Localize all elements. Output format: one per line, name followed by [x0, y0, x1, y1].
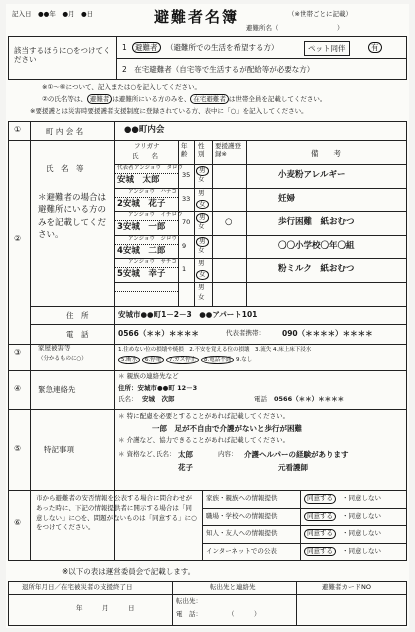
section-6-text: 市から避難者の安否情報を公表する場合に問合わせがあった時に、下記の情報提供者に開示する場合は「同意しない」に○を、問題がないものは「同意する」に○をつけてください。	[36, 494, 197, 532]
footer-col-3: 避難者カードNO	[322, 583, 371, 591]
consent-agree[interactable]: 同意する	[304, 512, 336, 522]
member-name: 2安城 花子	[117, 198, 166, 209]
section-3-label: 家屋被害等	[38, 344, 71, 352]
emergency-name: 安城 次郎	[142, 395, 175, 403]
member-sex-female[interactable]: 女	[196, 200, 209, 210]
member-sex-female[interactable]: 女	[196, 270, 209, 280]
mobile-label: 代表者携帯：	[226, 329, 265, 337]
option-2-text[interactable]: 2 在宅避難者（自宅等で生活するが配給等が必要な方）	[122, 65, 315, 74]
section-3-sublabel: （分かるものに○）	[38, 356, 87, 362]
section-5-hint-1: ＊ 特に配慮を必要とすることがあれば記載してください。	[118, 412, 290, 420]
qual-content-label: 内容：	[218, 450, 238, 458]
footer-col-1: 退所年月日／在宅被災者の支援終了日	[22, 583, 133, 591]
section-5-hint-2: ＊ 介護など、協力できることがあれば記載してください。	[118, 436, 290, 444]
section-6-num: ⑥	[14, 518, 22, 527]
evacuee-roster-sheet	[6, 4, 409, 628]
option-1-text: （避難所での生活を希望する方）	[166, 43, 279, 52]
member-furigana: アンジョウ ハナコ	[128, 188, 177, 195]
consent-disagree[interactable]: ・同意しない	[342, 494, 381, 502]
qualification-label: ＊ 資格など、	[118, 450, 160, 458]
consent-label: 家族・親族への情報提供	[206, 494, 278, 502]
community-name: ●●町内会	[124, 125, 165, 135]
shelter-name-field[interactable]: 避難所名（ ）	[246, 24, 344, 32]
member-remarks: 歩行困難 紙おむつ	[278, 217, 355, 228]
col-furigana: フリガナ	[134, 142, 160, 150]
consent-label: インターネットでの公表	[206, 546, 277, 555]
qual-name-label: 氏名：	[156, 450, 176, 458]
section-2-num: ②	[14, 234, 22, 243]
col-sex: 性別	[198, 142, 205, 158]
special-note-1: 一郎 足が不自由で介護がないと歩行が困難	[152, 424, 302, 433]
col-age: 年齢	[181, 142, 188, 158]
damage-water-cut[interactable]: 5.断水	[118, 356, 140, 364]
member-age: 1	[182, 265, 187, 274]
section-2-instruction: ＊避難者の場合は避難所にいる方のみを記載してください。	[38, 193, 107, 240]
member-support[interactable]: ○	[225, 217, 233, 228]
consent-label: 知人・友人への情報提供	[206, 529, 278, 537]
damage-line-2	[118, 357, 252, 364]
footer-col-2: 転出先と連絡先	[210, 583, 256, 591]
consent-agree[interactable]: 同意する	[304, 494, 336, 504]
member-name: 3安城 一郎	[117, 222, 166, 233]
col-name: 氏 名	[132, 152, 158, 160]
section-4-num: ④	[14, 384, 22, 393]
member-age: 33	[182, 194, 191, 203]
option-1-num: 1	[122, 43, 127, 52]
note-3: ※要援護とは災害時要援護者支援制度に登録されている方、表中に「○」を記入してください。	[30, 107, 308, 115]
damage-phone-down[interactable]: 8.電話不通	[201, 356, 234, 364]
damage-none[interactable]: 9.なし	[236, 357, 253, 363]
member-furigana: アンジョウ イチロウ	[128, 212, 183, 219]
title-note: （※世帯ごとに記載）	[288, 10, 352, 18]
member-remarks: 〇〇小学校〇年〇組	[278, 240, 355, 251]
member-age: 9	[182, 241, 187, 250]
member-age: 70	[182, 218, 191, 227]
member-furigana: アンジョウ サチコ	[128, 259, 177, 266]
member-sex-male[interactable]: 男	[198, 283, 205, 291]
qual-content-1: 介護ヘルパーの経験があります	[244, 450, 349, 459]
note-2: ②の氏名等は、 避難者 は避難所にいる方のみを、 在宅避難者 は世帯全員を記載してください。	[42, 95, 327, 103]
consent-disagree[interactable]: ・同意しない	[342, 529, 381, 537]
member-sex-female[interactable]: 女	[198, 175, 205, 183]
member-sex-male[interactable]: 男	[196, 166, 209, 176]
member-age: 35	[182, 171, 191, 179]
option-1-evacuee-circled[interactable]: 避難者	[132, 42, 161, 53]
member-furigana: アンジョウ ジロウ	[128, 235, 178, 242]
section-5-label: 特記事項	[44, 445, 74, 454]
note-1: ※①～⑥について、記入または○を記入してください。	[42, 83, 202, 91]
section-3-num: ③	[14, 348, 22, 357]
phone-value: 0566（＊＊）＊＊＊＊	[118, 329, 199, 338]
member-remarks: 妊婦	[278, 193, 296, 204]
footer-phone-label: 電 話：	[176, 610, 202, 618]
member-sex-male[interactable]: 男	[196, 213, 209, 223]
damage-gas-stop[interactable]: 7.ガス停止	[166, 356, 199, 364]
member-remarks: 小麦粉アレルギー	[278, 170, 346, 180]
pet-label: ペット同伴	[304, 41, 350, 56]
consent-agree[interactable]: 同意する	[304, 529, 336, 539]
qual-name-1: 太郎	[178, 450, 193, 459]
member-name: 5安城 幸子	[117, 269, 166, 280]
section-4-hint: ＊ 親族の連絡先など	[118, 372, 179, 380]
member-sex-female[interactable]: 女	[198, 293, 205, 301]
section-1-label: 町 内 会 名	[46, 127, 84, 136]
address-value: 安城市●●町1－2－3 ●●アパート101	[118, 310, 258, 319]
consent-agree[interactable]: 同意する	[304, 547, 336, 557]
section-1-num: ①	[14, 125, 22, 134]
consent-disagree[interactable]: ・同意しない	[342, 546, 381, 555]
member-remarks: 粉ミルク 紙おむつ	[278, 264, 355, 275]
section-5-num: ⑤	[14, 444, 22, 453]
pet-value[interactable]: 有	[368, 42, 382, 53]
page-title: 避難者名簿	[154, 8, 240, 26]
qual-content-2: 元看護師	[278, 463, 308, 472]
footer-note: ※以下の表は運営委員会で記載します。	[62, 567, 196, 576]
col-support: 要援護登録※	[215, 142, 241, 158]
address-label: 住 所	[66, 311, 89, 320]
entry-date: 記入日 ●●年 ●月 ●日	[12, 10, 94, 18]
emergency-phone: 0566（＊＊）＊＊＊＊	[274, 395, 345, 403]
applicable-question: 該当するほうに○をつけてください	[14, 46, 111, 64]
member-sex-female[interactable]: 女	[198, 245, 205, 254]
member-sex-male[interactable]: 男	[196, 237, 209, 247]
member-sex-male[interactable]: 男	[198, 259, 205, 268]
damage-power-cut[interactable]: 6.停電	[142, 356, 164, 364]
member-name: 4安城 二郎	[117, 245, 166, 256]
footer-date: 年 月 日	[76, 604, 135, 612]
phone-label: 電 話	[66, 330, 89, 339]
qual-name-2: 花子	[178, 463, 193, 472]
member-sex-female[interactable]: 女	[198, 222, 205, 231]
section-4-label: 緊急連絡先	[38, 385, 76, 394]
representative-label: 代表者	[117, 165, 134, 171]
section-2-label: 氏 名 等	[46, 164, 84, 173]
col-remarks: 備 考	[311, 149, 341, 158]
footer-dest-label: 転出先：	[176, 597, 202, 605]
emergency-phone-label: 電話	[254, 395, 267, 403]
emergency-address: 住所：安城市●●町 12－3	[118, 384, 198, 392]
damage-line-1: 1.住めない位の損壊や焼損 2.不安を覚える位の損壊 3.流失 4.床上床下浸水	[118, 347, 312, 353]
footer-phone-paren: （ ）	[228, 610, 261, 618]
consent-disagree[interactable]: ・同意しない	[342, 511, 381, 520]
member-furigana: アンジョウ タロウ	[134, 165, 184, 171]
consent-label: 職場・学校への情報提供	[206, 511, 278, 520]
member-sex-male[interactable]: 男	[198, 188, 205, 197]
mobile-value: 090（＊＊＊＊）＊＊＊＊	[282, 329, 373, 338]
member-name: 安城 太郎	[117, 175, 160, 185]
emergency-name-label: 氏名：	[118, 395, 138, 403]
